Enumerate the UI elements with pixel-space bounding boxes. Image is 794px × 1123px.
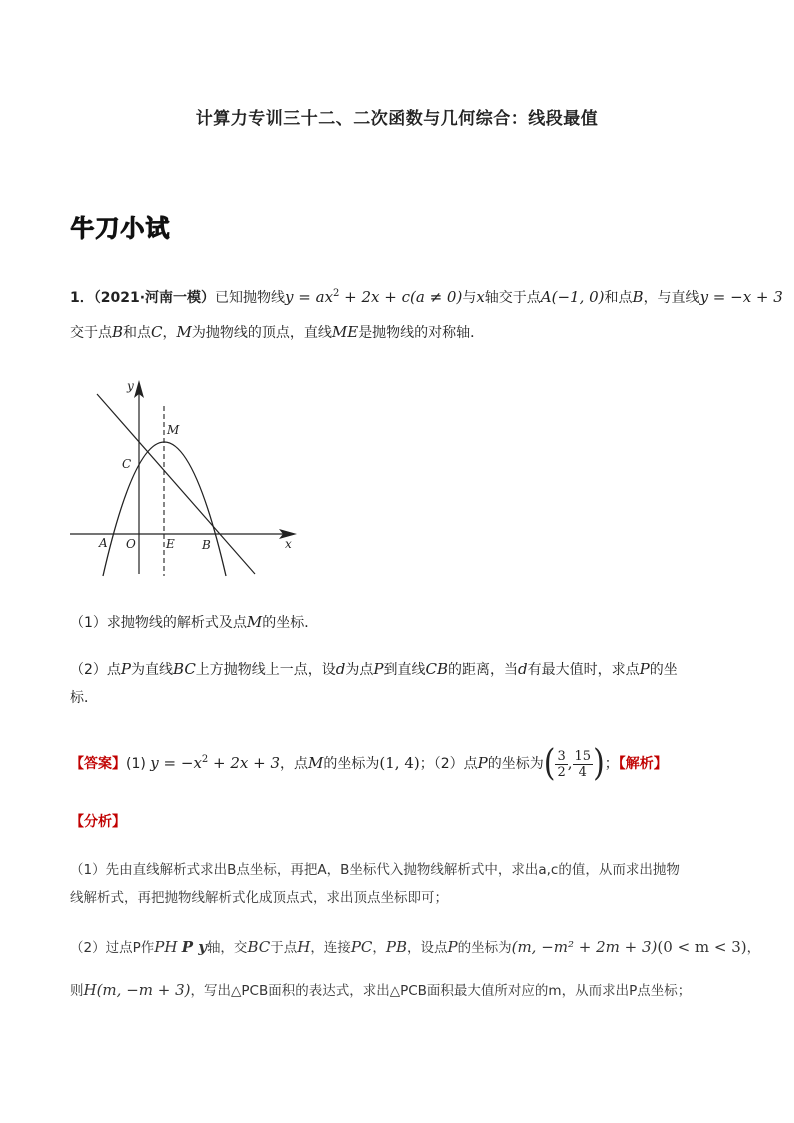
problem-text: ， — [162, 325, 177, 341]
label-o: O — [126, 537, 136, 551]
problem-text: ，与直线 — [643, 290, 700, 306]
question-text: 为直线 — [131, 662, 174, 678]
label-b: B — [202, 538, 211, 552]
paren-close: ) — [593, 742, 605, 785]
answer-text: 的坐标为 — [323, 756, 380, 772]
question-text: 有最大值时，求点 — [527, 662, 640, 678]
problem-text: 交于点 — [70, 325, 112, 341]
math-var: d — [518, 660, 528, 678]
question-2-line-2 — [70, 688, 98, 708]
frac-num: 15 — [574, 748, 592, 764]
question-2-line-1 — [70, 659, 678, 680]
coord-p: (m, −m² + 2m + 3) — [511, 938, 658, 956]
math-var: M — [246, 613, 263, 631]
eq-part: y = −x — [150, 754, 202, 772]
frac-den: 2 — [557, 764, 566, 780]
label-a: A — [99, 536, 108, 550]
eq-part: + 2x + 3 — [208, 754, 281, 772]
problem-line-1 — [70, 284, 783, 308]
analysis-text: ， — [372, 940, 386, 956]
parabola-equation — [285, 288, 462, 306]
question-text: 到直线 — [383, 662, 426, 678]
analysis-text: 则 — [70, 983, 84, 999]
math-var: d — [335, 660, 346, 678]
math-var: M — [308, 754, 324, 772]
frac-den: 4 — [578, 764, 587, 780]
eq-condition: (a ≠ 0) — [410, 288, 463, 306]
problem-text: 轴交于点 — [484, 290, 541, 306]
eq-exponent: 2 — [201, 754, 209, 765]
answer-text: 的坐标为 — [487, 756, 544, 772]
analysis-line-1: （1）先由直线解析式求出B点坐标，再把A，B坐标代入抛物线解析式中，求出a,c的值，从而求出抛物 — [70, 862, 680, 878]
math-var: BC — [247, 938, 271, 956]
label-x: x — [285, 537, 292, 551]
answer-text: (1) — [126, 756, 146, 772]
analysis-label: 【解析】 — [618, 756, 668, 772]
math-var: P — [447, 938, 458, 956]
math-var: M — [176, 323, 192, 341]
question-text: 上方抛物线上一点，设 — [195, 662, 336, 678]
coord-h: H(m, −m + 3) — [83, 981, 191, 999]
label-y: y — [127, 379, 134, 393]
analysis-text: （2）过点P作 — [70, 940, 155, 956]
problem-text: 和点 — [604, 290, 633, 306]
question-text: 的距离，当 — [448, 662, 518, 678]
answer-text: ；（2）点 — [419, 756, 478, 772]
problem-line-2 — [70, 322, 484, 343]
question-text: （1）求抛物线的解析式及点 — [70, 615, 247, 631]
problem-text: 是抛物线的对称轴． — [358, 325, 485, 341]
problem-text: 已知抛物线 — [215, 290, 286, 306]
comma: , — [567, 754, 573, 772]
line-bc — [97, 394, 255, 574]
math-var: B — [632, 288, 644, 306]
math-var: PC — [350, 938, 373, 956]
page-title: 计算力专训三十二、二次函数与几何综合：线段最值 — [195, 109, 599, 129]
question-text: 的坐 — [649, 662, 678, 678]
analysis-text: 于点 — [270, 940, 298, 956]
label-m: M — [167, 423, 180, 437]
parabola-figure — [65, 372, 305, 582]
analysis-text: ，连接 — [310, 940, 351, 956]
frac-num: 3 — [557, 748, 566, 764]
question-1 — [70, 612, 318, 633]
math-var: PB — [385, 938, 408, 956]
problem-text: 为抛物线的顶点，直线 — [191, 325, 332, 341]
analysis-text: ，设点 — [407, 940, 448, 956]
analysis-text: 轴，交 — [206, 940, 248, 956]
fraction-x — [555, 749, 567, 780]
analysis-line-3 — [70, 937, 760, 958]
range-m: (0 < m < 3) — [657, 938, 747, 956]
eq-part: y = ax — [285, 288, 334, 306]
label-e: E — [166, 537, 175, 551]
analysis-text: ， — [746, 940, 761, 956]
math-var: P — [639, 660, 650, 678]
eq-exponent: 2 — [333, 288, 340, 299]
analysis-line-2: 线解析式，再把抛物线解析式化成顶点式，求出顶点坐标即可； — [70, 890, 448, 906]
line-equation: y = −x + 3 — [699, 288, 783, 306]
math-var: BC — [173, 660, 196, 678]
analysis-line-4 — [70, 980, 691, 1001]
analysis-heading: 【分析】 — [70, 814, 126, 830]
section-heading: 牛刀小试 — [70, 214, 170, 242]
math-var: ME — [331, 323, 359, 341]
answer-text: ； — [604, 756, 619, 772]
answer-label: 【答案】 — [70, 756, 126, 772]
paren-open: ( — [543, 742, 556, 785]
answer-equation — [150, 754, 280, 772]
math-var: CB — [425, 660, 448, 678]
label-c: C — [122, 457, 132, 471]
problem-number: 1． — [70, 290, 94, 306]
eq-part: + 2x + c — [339, 288, 411, 306]
math-var: P — [120, 660, 132, 678]
question-text: 为点 — [345, 662, 374, 678]
question-text: 的坐标． — [262, 615, 319, 631]
math-var: P — [477, 754, 488, 772]
math-var: x — [476, 288, 485, 306]
problem-text: 与 — [462, 290, 477, 306]
math-var: C — [151, 323, 163, 341]
problem-source: （2021·河南一模） — [93, 290, 216, 306]
analysis-text: 的坐标为 — [457, 940, 512, 956]
question-text: 标． — [70, 690, 98, 706]
point-a: A(−1, 0) — [540, 288, 605, 306]
answer-line — [70, 742, 668, 785]
math-var: PH — [154, 938, 178, 956]
math-var: B — [112, 323, 124, 341]
math-var: P y — [181, 938, 207, 956]
answer-text: ，点 — [280, 756, 309, 772]
math-var: H — [297, 938, 311, 956]
question-text: （2）点 — [70, 662, 121, 678]
problem-text: 和点 — [123, 325, 152, 341]
analysis-text: ，写出△PCB面积的表达式，求出△PCB面积最大值所对应的m，从而求出P点坐标； — [190, 983, 692, 999]
math-var: P — [373, 660, 384, 678]
fraction-y — [573, 749, 594, 780]
coord-m: (1, 4) — [379, 754, 420, 772]
